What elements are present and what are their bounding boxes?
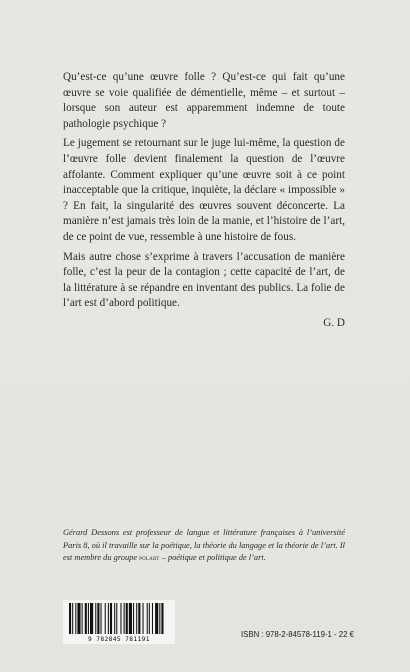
barcode-bar [159,603,160,634]
barcode-bar [101,603,102,634]
barcode-bar [110,603,112,634]
barcode-bar [72,603,73,634]
group-name: polart [139,553,160,563]
barcode-bar [152,603,153,634]
barcode-bar [69,603,71,634]
barcode-bar [77,603,80,634]
barcode-bar [82,603,83,634]
barcode-bar [75,603,76,634]
author-initials: G. D [323,316,345,329]
blurb-paragraph-2: Le jugement se retournant sur le juge lui-même, la question de l’œuvre folle devient finalement la question de l’œuvre affolante. Comment expliquer qu’une œuvre soit à ce point inacceptable que la critique, inquiète, la déclare « impossible » ? En fait, la singularité des œuvres souvent déconcerte. La manière n’est jamais très loin de la manie, et l’histoire de l’art, de ce point de vue, ressemble à une histoire de fous. [63,137,345,243]
blurb-paragraph-3: Mais autre chose s’exprime à travers l’accusation de manière folle, c’est la peur de la contagion ; cette capacité de l’art, de la littérature à se répandre en inventant des publics. La folie de l’art est d’abord politique. [63,250,345,310]
blurb-paragraph-1: Qu’est-ce qu’une œuvre folle ? Qu’est-ce qui fait qu’une œuvre se voie qualifiée de démentielle, même – et surtout – lorsque son auteur est apparemment indemne de toute pathologie psychique ? [63,71,345,130]
barcode-bar [116,603,117,634]
barcode-bar [90,603,93,634]
barcode-bar [161,603,163,634]
barcode-bar [138,603,140,634]
author-bio [63,527,345,565]
barcode-bar [155,603,158,634]
barcode-bar [88,603,89,634]
barcode-bar [85,603,87,634]
barcode-bar [97,603,99,634]
barcode-digits: 9 782845 781191 [88,636,150,643]
isbn-price: ISBN : 978-2-84578-119-1 - 22 € [241,630,354,639]
barcode-bar [126,603,128,634]
barcode-bar [143,603,144,634]
barcode-bar [136,603,137,634]
barcode-bar [149,603,150,634]
author-bio-text: Gérard Dessons est professeur de langue et littérature françaises à l’université Paris 8, où il travaille sur la poétique, la théorie du langage et la théorie de l’art. Il est membre du groupe [63,528,345,563]
barcode-bar [105,603,106,634]
barcode-bar [133,603,134,634]
barcode-bar [120,603,121,634]
barcode-bar [124,603,125,634]
barcode-bar [108,603,109,634]
barcode [63,600,175,644]
barcode-bar [129,603,132,634]
barcode-bar [147,603,148,634]
barcode-bars [63,600,175,636]
barcode-bar [95,603,96,634]
blurb-text [63,70,345,332]
barcode-bar [114,603,115,634]
group-description: – poétique et politique de l’art. [159,553,266,563]
